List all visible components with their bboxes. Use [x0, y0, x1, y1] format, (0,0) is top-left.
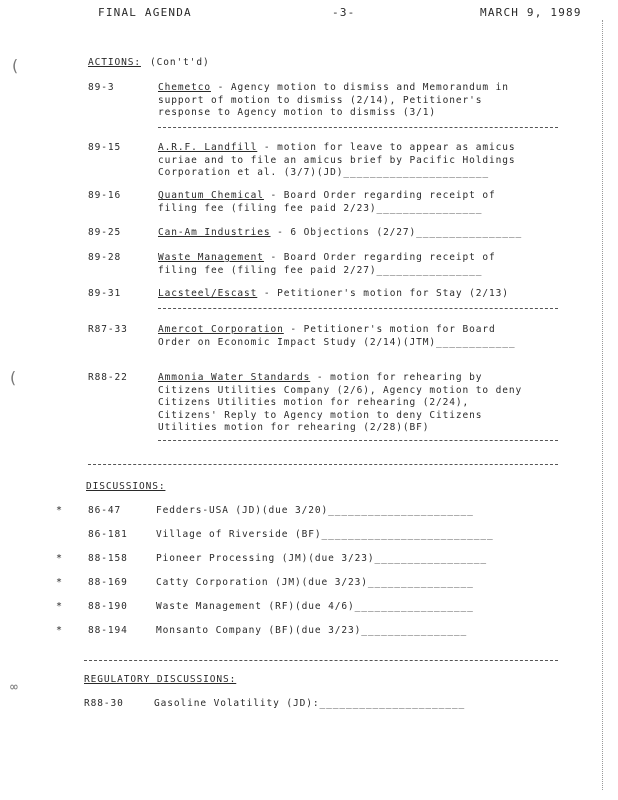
header-title: FINAL AGENDA: [98, 6, 192, 19]
item-name: A.R.F. Landfill: [158, 142, 258, 153]
item-number: 88-190: [88, 601, 128, 612]
actions-continued: (Con't'd): [150, 57, 210, 68]
discussion-item: Catty Corporation (JM)(due 3/23)________________: [156, 577, 474, 588]
item-line: filing fee (filing fee paid 2/23): [158, 202, 377, 214]
margin-mark: (: [10, 56, 20, 75]
item-number: 89-25: [88, 227, 122, 238]
actions-heading: ACTIONS:: [88, 57, 141, 68]
priority-marker: *: [56, 601, 63, 612]
item-line: - Board Order regarding receipt of: [270, 190, 496, 201]
item-line: - Agency motion to dismiss and Memorandum in: [217, 82, 509, 93]
item-line: - Petitioner's motion for Stay (2/13): [263, 288, 509, 299]
margin-mark: ∞: [10, 680, 18, 695]
item-name: Quantum Chemical: [158, 190, 264, 201]
item-number: 89-15: [88, 142, 122, 153]
action-item: Quantum Chemical - Board Order regarding receipt of filing fee (filing fee paid 2/23)________________: [158, 190, 496, 214]
item-name: Ammonia Water Standards: [158, 372, 311, 383]
discussion-text: Pioneer Processing (JM)(due 3/23): [156, 553, 375, 564]
item-name: Amercot Corporation: [158, 324, 284, 335]
action-item: [158, 82, 558, 120]
regulatory-text: Gasoline Volatility (JD):: [154, 698, 320, 709]
header-page-number: -3-: [332, 6, 356, 19]
item-line: Utilities motion for rehearing (2/28)(BF): [158, 422, 430, 433]
item-line: Citizens Utilities Company (2/6), Agency motion to deny: [158, 384, 523, 396]
item-line: response to Agency motion to dismiss (3/1): [158, 107, 437, 118]
item-number: 88-158: [88, 553, 128, 564]
discussion-item: Monsanto Company (BF)(due 3/23)________________: [156, 625, 468, 636]
item-name: Lacsteel/Escast: [158, 288, 258, 299]
separator-rule: [158, 127, 558, 128]
page-edge: [602, 20, 604, 790]
item-number: 86-47: [88, 505, 122, 516]
action-item: [158, 288, 558, 301]
item-number: R87-33: [88, 324, 128, 335]
item-line: Corporation et al. (3/7)(JD): [158, 167, 344, 178]
item-line: Citizens' Reply to Agency motion to deny Citizens: [158, 409, 483, 421]
item-number: 88-169: [88, 577, 128, 588]
item-name: Waste Management: [158, 252, 264, 263]
item-line: filing fee (filing fee paid 2/27): [158, 264, 377, 276]
discussion-item: Village of Riverside (BF)__________________________: [156, 529, 494, 540]
regulatory-item: Gasoline Volatility (JD):______________________: [154, 698, 466, 709]
item-number: 89-3: [88, 82, 115, 93]
discussion-text: Monsanto Company (BF)(due 3/23): [156, 625, 362, 636]
item-number: 89-16: [88, 190, 122, 201]
priority-marker: *: [56, 505, 63, 516]
item-number: 88-194: [88, 625, 128, 636]
discussion-item: Fedders-USA (JD)(due 3/20)______________________: [156, 505, 474, 516]
priority-marker: *: [56, 553, 63, 564]
discussion-text: Waste Management (RF)(due 4/6): [156, 601, 355, 612]
action-item: Amercot Corporation - Petitioner's motion for Board Order on Economic Impact Study (2/14)(JTM)____________: [158, 324, 516, 348]
action-item: Waste Management - Board Order regarding receipt of filing fee (filing fee paid 2/27)________________: [158, 252, 496, 276]
item-line: - Petitioner's motion for Board: [290, 324, 496, 335]
margin-mark: (: [8, 368, 18, 387]
discussion-text: Village of Riverside (BF): [156, 529, 322, 540]
item-line: support of motion to dismiss (2/14), Petitioner's: [158, 94, 483, 106]
discussion-text: Fedders-USA (JD)(due 3/20): [156, 505, 329, 516]
item-line: Order on Economic Impact Study (2/14)(JTM): [158, 336, 437, 348]
separator-rule: [158, 308, 558, 309]
item-name: Chemetco: [158, 82, 211, 93]
item-line: - motion for rehearing by: [316, 372, 483, 383]
action-item: A.R.F. Landfill - motion for leave to appear as amicus curiae and to file an amicus brief by Pacific Holdings Corporation et al. (3/7)(JD)______________________: [158, 142, 558, 180]
discussions-heading: DISCUSSIONS:: [86, 481, 166, 492]
action-item: [158, 372, 558, 435]
item-line: Citizens Utilities motion for rehearing (2/24),: [158, 397, 470, 408]
separator-rule: [88, 464, 558, 465]
item-number: 89-28: [88, 252, 122, 263]
regulatory-heading: REGULATORY DISCUSSIONS:: [84, 674, 237, 685]
item-number: 86-181: [88, 529, 128, 540]
separator-rule: [158, 440, 558, 441]
priority-marker: *: [56, 577, 63, 588]
discussion-item: Pioneer Processing (JM)(due 3/23)_________________: [156, 553, 487, 564]
item-number: R88-22: [88, 372, 128, 383]
header-date: MARCH 9, 1989: [480, 6, 582, 19]
item-line: curiae and to file an amicus brief by Pacific Holdings: [158, 154, 516, 166]
separator-rule: [84, 660, 558, 661]
priority-marker: *: [56, 625, 63, 636]
item-name: Can-Am Industries: [158, 227, 271, 238]
item-number: R88-30: [84, 698, 124, 709]
item-line: - motion for leave to appear as amicus: [263, 142, 516, 153]
item-number: 89-31: [88, 288, 122, 299]
discussion-item: Waste Management (RF)(due 4/6)__________________: [156, 601, 474, 612]
action-item: Can-Am Industries - 6 Objections (2/27)________________: [158, 227, 523, 238]
item-line: - 6 Objections (2/27): [277, 227, 417, 238]
item-line: - Board Order regarding receipt of: [270, 252, 496, 263]
discussion-text: Catty Corporation (JM)(due 3/23): [156, 577, 368, 588]
